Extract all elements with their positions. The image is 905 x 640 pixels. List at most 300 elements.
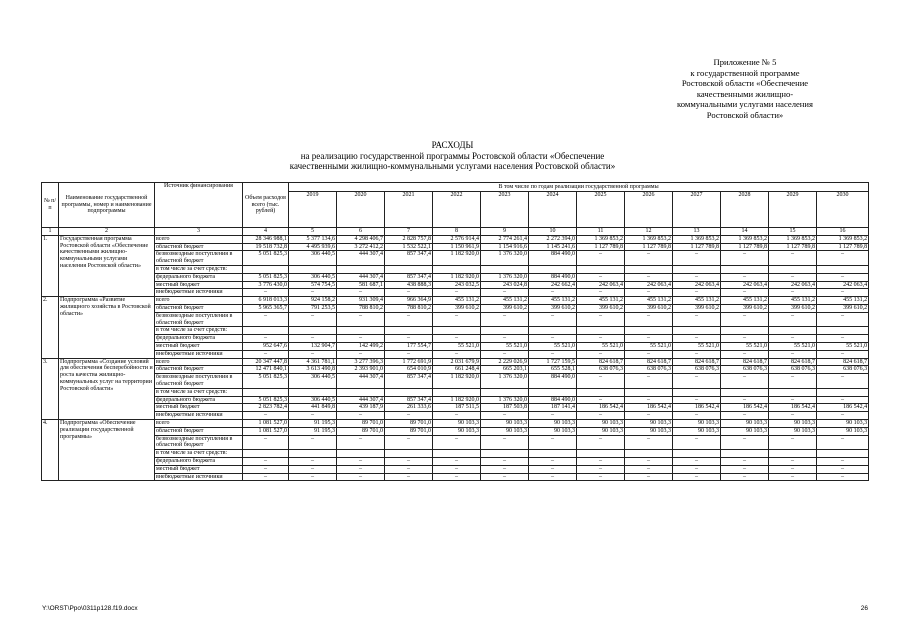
year-value: 1 369 853,2 bbox=[625, 235, 673, 243]
year-value: – bbox=[337, 465, 385, 473]
year-value: – bbox=[721, 350, 769, 358]
year-value: 2 393 901,0 bbox=[337, 366, 385, 374]
year-value: 1 127 789,8 bbox=[577, 243, 625, 251]
year-value bbox=[385, 327, 433, 335]
total-value: 5 051 825,3 bbox=[243, 251, 289, 266]
year-value: 399 610,2 bbox=[433, 304, 481, 312]
year-value: 55 521,0 bbox=[673, 342, 721, 350]
year-value: 638 076,3 bbox=[577, 366, 625, 374]
year-value: 90 103,3 bbox=[769, 419, 817, 427]
year-value: 791 253,5 bbox=[289, 304, 337, 312]
year-value: 574 754,5 bbox=[289, 281, 337, 289]
year-value: – bbox=[433, 457, 481, 465]
year-value: – bbox=[721, 465, 769, 473]
year-value: 455 131,2 bbox=[673, 297, 721, 305]
document-heading bbox=[0, 140, 905, 172]
header-year: 2029 bbox=[769, 192, 817, 228]
column-number: 4 bbox=[243, 228, 289, 236]
year-value: 90 103,3 bbox=[577, 419, 625, 427]
year-value: 1 727 159,5 bbox=[529, 358, 577, 366]
year-value bbox=[433, 450, 481, 458]
year-value: – bbox=[577, 435, 625, 450]
year-value: 1 772 691,9 bbox=[385, 358, 433, 366]
year-value: 177 554,7 bbox=[385, 342, 433, 350]
year-value: 439 187,9 bbox=[337, 404, 385, 412]
column-number: 12 bbox=[625, 228, 673, 236]
year-value: 1 145 241,6 bbox=[529, 243, 577, 251]
header-year: 2028 bbox=[721, 192, 769, 228]
year-value: 2 229 026,9 bbox=[481, 358, 529, 366]
table-row bbox=[42, 358, 869, 366]
funding-source: федерального бюджета bbox=[155, 273, 243, 281]
year-value: – bbox=[721, 335, 769, 343]
year-value bbox=[721, 450, 769, 458]
year-value: – bbox=[769, 289, 817, 297]
year-value: 90 103,3 bbox=[625, 427, 673, 435]
year-value: – bbox=[817, 457, 869, 465]
year-value: 90 103,3 bbox=[625, 419, 673, 427]
year-value bbox=[529, 327, 577, 335]
funding-source: местный бюджет bbox=[155, 281, 243, 289]
year-value: 1 376 320,0 bbox=[481, 273, 529, 281]
total-value bbox=[243, 265, 289, 273]
year-value: – bbox=[289, 289, 337, 297]
total-value: – bbox=[243, 335, 289, 343]
table-row bbox=[42, 304, 869, 312]
program-number: 2. bbox=[42, 297, 59, 358]
year-value: 242 063,4 bbox=[625, 281, 673, 289]
year-value: 455 131,2 bbox=[577, 297, 625, 305]
total-value bbox=[243, 450, 289, 458]
total-value: 28 346 988,1 bbox=[243, 235, 289, 243]
year-value: – bbox=[769, 396, 817, 404]
year-value bbox=[289, 327, 337, 335]
year-value: 857 347,4 bbox=[385, 374, 433, 389]
year-value: – bbox=[529, 312, 577, 327]
year-value: – bbox=[817, 312, 869, 327]
column-number: 10 bbox=[529, 228, 577, 236]
year-value: 142 499,2 bbox=[337, 342, 385, 350]
year-value bbox=[721, 265, 769, 273]
year-value: – bbox=[625, 251, 673, 266]
header-year: 2026 bbox=[625, 192, 673, 228]
table-row bbox=[42, 450, 869, 458]
year-value: 186 542,4 bbox=[817, 404, 869, 412]
year-value: – bbox=[385, 335, 433, 343]
total-value: 2 823 782,4 bbox=[243, 404, 289, 412]
funding-source: безвозмездные поступления в областной бюджет bbox=[155, 435, 243, 450]
program-name: Подпрограмма «Развитие жилищного хозяйства в Ростовской области» bbox=[59, 297, 155, 358]
table-row bbox=[42, 312, 869, 327]
year-value: – bbox=[625, 473, 673, 481]
year-value: 243 032,5 bbox=[433, 281, 481, 289]
year-value: – bbox=[673, 289, 721, 297]
year-value: – bbox=[481, 435, 529, 450]
year-value: 1 369 853,2 bbox=[817, 235, 869, 243]
year-value bbox=[769, 388, 817, 396]
year-value bbox=[769, 450, 817, 458]
year-value: 399 610,2 bbox=[769, 304, 817, 312]
year-value: 455 131,2 bbox=[817, 297, 869, 305]
funding-source: в том числе за счет средств: bbox=[155, 450, 243, 458]
year-value: – bbox=[577, 273, 625, 281]
funding-source: всего bbox=[155, 419, 243, 427]
year-value: 89 701,0 bbox=[337, 419, 385, 427]
table-row bbox=[42, 273, 869, 281]
year-value: – bbox=[577, 374, 625, 389]
year-value: – bbox=[673, 350, 721, 358]
year-value: 2 272 394,0 bbox=[529, 235, 577, 243]
year-value: 638 076,3 bbox=[673, 366, 721, 374]
year-value: 242 063,4 bbox=[721, 281, 769, 289]
year-value: 857 347,4 bbox=[385, 251, 433, 266]
year-value: – bbox=[385, 289, 433, 297]
year-value bbox=[817, 327, 869, 335]
year-value: 187 503,8 bbox=[481, 404, 529, 412]
year-value: 444 307,4 bbox=[337, 396, 385, 404]
year-value: 884 490,0 bbox=[529, 374, 577, 389]
year-value: 55 521,0 bbox=[769, 342, 817, 350]
year-value: 90 103,3 bbox=[721, 419, 769, 427]
year-value: – bbox=[625, 374, 673, 389]
year-value: 55 521,0 bbox=[481, 342, 529, 350]
year-value: – bbox=[769, 312, 817, 327]
year-value bbox=[481, 388, 529, 396]
funding-source: областной бюджет bbox=[155, 427, 243, 435]
year-value: – bbox=[817, 396, 869, 404]
year-value: – bbox=[385, 473, 433, 481]
year-value bbox=[577, 388, 625, 396]
year-value bbox=[433, 265, 481, 273]
year-value bbox=[385, 450, 433, 458]
year-value: – bbox=[481, 289, 529, 297]
year-value: – bbox=[673, 374, 721, 389]
year-value: 242 063,4 bbox=[673, 281, 721, 289]
year-value bbox=[625, 450, 673, 458]
header-year: 2020 bbox=[337, 192, 385, 228]
funding-source: областной бюджет bbox=[155, 304, 243, 312]
year-value: – bbox=[721, 473, 769, 481]
year-value: – bbox=[673, 457, 721, 465]
funding-source: местный бюджет bbox=[155, 465, 243, 473]
year-value: – bbox=[433, 473, 481, 481]
year-value: – bbox=[481, 457, 529, 465]
heading-subtitle-line-1: на реализацию государственной программы Ростовской области «Обеспечение bbox=[300, 150, 605, 161]
year-value: – bbox=[769, 350, 817, 358]
header-year: 2024 bbox=[529, 192, 577, 228]
year-value: 90 103,3 bbox=[529, 427, 577, 435]
year-value: – bbox=[769, 473, 817, 481]
program-name: Государственная программа Ростовской области «Обеспечение качественными жилищно-коммунальными услугами населения Ростовской области» bbox=[59, 235, 155, 296]
funding-source: безвозмездные поступления в областной бюджет bbox=[155, 312, 243, 327]
total-value: – bbox=[243, 289, 289, 297]
year-value: – bbox=[577, 473, 625, 481]
funding-source: в том числе за счет средств: bbox=[155, 327, 243, 335]
year-value bbox=[673, 450, 721, 458]
total-value: – bbox=[243, 457, 289, 465]
year-value: 55 521,0 bbox=[529, 342, 577, 350]
total-value: 12 471 840,1 bbox=[243, 366, 289, 374]
year-value: – bbox=[769, 273, 817, 281]
year-value: 1 182 920,0 bbox=[433, 374, 481, 389]
year-value: – bbox=[433, 312, 481, 327]
total-value: 19 518 732,8 bbox=[243, 243, 289, 251]
year-value bbox=[817, 450, 869, 458]
year-value: 455 131,2 bbox=[433, 297, 481, 305]
funding-source: в том числе за счет средств: bbox=[155, 388, 243, 396]
table-row bbox=[42, 342, 869, 350]
funding-source: внебюджетные источники bbox=[155, 350, 243, 358]
year-value: 186 542,4 bbox=[721, 404, 769, 412]
year-value: 55 521,0 bbox=[721, 342, 769, 350]
year-value bbox=[817, 388, 869, 396]
year-value: 1 182 920,0 bbox=[433, 396, 481, 404]
year-value bbox=[529, 450, 577, 458]
year-value: 455 131,2 bbox=[481, 297, 529, 305]
year-value: 788 810,2 bbox=[337, 304, 385, 312]
year-value: – bbox=[721, 273, 769, 281]
year-value: 1 127 789,8 bbox=[673, 243, 721, 251]
column-number: 2 bbox=[59, 228, 155, 236]
year-value: 1 532 522,1 bbox=[385, 243, 433, 251]
heading-title: РАСХОДЫ bbox=[431, 140, 474, 150]
year-value: 665 203,1 bbox=[481, 366, 529, 374]
appendix-line: Ростовской области» bbox=[706, 109, 784, 120]
total-value: – bbox=[243, 465, 289, 473]
year-value: 89 701,0 bbox=[385, 419, 433, 427]
total-value bbox=[243, 388, 289, 396]
column-number: 6 bbox=[337, 228, 385, 236]
year-value: – bbox=[337, 412, 385, 420]
column-number: 8 bbox=[433, 228, 481, 236]
year-value: 1 376 320,0 bbox=[481, 396, 529, 404]
year-value: – bbox=[817, 473, 869, 481]
year-value: – bbox=[817, 289, 869, 297]
year-value: – bbox=[673, 465, 721, 473]
year-value: – bbox=[385, 435, 433, 450]
table-row bbox=[42, 251, 869, 266]
year-value: – bbox=[817, 335, 869, 343]
year-value: – bbox=[721, 312, 769, 327]
year-value: 2 031 679,9 bbox=[433, 358, 481, 366]
year-value: – bbox=[625, 457, 673, 465]
year-value: 3 613 490,8 bbox=[289, 366, 337, 374]
year-value: 399 610,2 bbox=[673, 304, 721, 312]
year-value: 90 103,3 bbox=[673, 419, 721, 427]
year-value bbox=[289, 450, 337, 458]
year-value: – bbox=[577, 412, 625, 420]
year-value: – bbox=[289, 465, 337, 473]
year-value bbox=[385, 265, 433, 273]
year-value bbox=[289, 388, 337, 396]
table-row bbox=[42, 235, 869, 243]
year-value: – bbox=[769, 251, 817, 266]
year-value: – bbox=[625, 335, 673, 343]
header-year: 2027 bbox=[673, 192, 721, 228]
year-value: – bbox=[337, 350, 385, 358]
year-value: 931 309,4 bbox=[337, 297, 385, 305]
total-value: – bbox=[243, 350, 289, 358]
program-number: 4. bbox=[42, 419, 59, 480]
table-row bbox=[42, 473, 869, 481]
year-value: 89 701,0 bbox=[385, 427, 433, 435]
table-row bbox=[42, 412, 869, 420]
total-value: 952 647,6 bbox=[243, 342, 289, 350]
year-value: – bbox=[385, 412, 433, 420]
header-year: 2025 bbox=[577, 192, 625, 228]
funding-source: областной бюджет bbox=[155, 243, 243, 251]
year-value: 1 369 853,2 bbox=[721, 235, 769, 243]
year-value: 444 307,4 bbox=[337, 251, 385, 266]
table-row bbox=[42, 281, 869, 289]
year-value: – bbox=[481, 465, 529, 473]
year-value: – bbox=[529, 289, 577, 297]
year-value bbox=[577, 265, 625, 273]
year-value: – bbox=[577, 289, 625, 297]
year-value: 187 511,5 bbox=[433, 404, 481, 412]
year-value: 661 248,4 bbox=[433, 366, 481, 374]
funding-source: в том числе за счет средств: bbox=[155, 265, 243, 273]
year-value: 399 610,2 bbox=[481, 304, 529, 312]
year-value: – bbox=[673, 273, 721, 281]
year-value bbox=[625, 388, 673, 396]
year-value: – bbox=[721, 412, 769, 420]
column-number: 3 bbox=[155, 228, 243, 236]
year-value: – bbox=[433, 335, 481, 343]
year-value: – bbox=[721, 374, 769, 389]
header-year: 2030 bbox=[817, 192, 869, 228]
total-value: 6 918 013,3 bbox=[243, 297, 289, 305]
year-value: – bbox=[673, 412, 721, 420]
year-value: – bbox=[529, 335, 577, 343]
funding-source: федерального бюджета bbox=[155, 335, 243, 343]
year-value: – bbox=[577, 251, 625, 266]
year-value: – bbox=[721, 396, 769, 404]
year-value: 90 103,3 bbox=[529, 419, 577, 427]
year-value: 90 103,3 bbox=[433, 427, 481, 435]
year-value: 243 024,8 bbox=[481, 281, 529, 289]
year-value bbox=[337, 327, 385, 335]
table-row bbox=[42, 335, 869, 343]
funding-source: федерального бюджета bbox=[155, 396, 243, 404]
year-value: 306 440,5 bbox=[289, 251, 337, 266]
year-value: – bbox=[625, 350, 673, 358]
year-value: 1 369 853,2 bbox=[577, 235, 625, 243]
table-row bbox=[42, 396, 869, 404]
year-value: 55 521,0 bbox=[625, 342, 673, 350]
year-value: 824 618,7 bbox=[721, 358, 769, 366]
column-number: 11 bbox=[577, 228, 625, 236]
funding-source: внебюджетные источники bbox=[155, 473, 243, 481]
expenses-table bbox=[41, 182, 869, 481]
year-value: 1 182 920,0 bbox=[433, 273, 481, 281]
year-value: 1 182 920,0 bbox=[433, 251, 481, 266]
header-name: Наименование государственной программы, номер и наименование подпрограммы bbox=[59, 183, 155, 228]
year-value: 1 154 916,6 bbox=[481, 243, 529, 251]
year-value: 1 127 789,8 bbox=[625, 243, 673, 251]
funding-source: всего bbox=[155, 235, 243, 243]
year-value: 90 103,3 bbox=[481, 427, 529, 435]
year-value: 55 521,0 bbox=[433, 342, 481, 350]
funding-source: местный бюджет bbox=[155, 404, 243, 412]
year-value: – bbox=[769, 465, 817, 473]
funding-source: внебюджетные источники bbox=[155, 289, 243, 297]
year-value: 91 195,3 bbox=[289, 427, 337, 435]
year-value: – bbox=[817, 412, 869, 420]
funding-source: федерального бюджета bbox=[155, 457, 243, 465]
funding-source: безвозмездные поступления в областной бюджет bbox=[155, 374, 243, 389]
year-value: 89 701,0 bbox=[337, 427, 385, 435]
year-value: 1 150 961,9 bbox=[433, 243, 481, 251]
year-value: 4 361 781,1 bbox=[289, 358, 337, 366]
appendix-line: Ростовской области «Обеспечение bbox=[681, 78, 809, 88]
total-value: – bbox=[243, 435, 289, 450]
year-value: 242 063,4 bbox=[817, 281, 869, 289]
year-value: 1 369 853,2 bbox=[769, 235, 817, 243]
funding-source: всего bbox=[155, 297, 243, 305]
year-value: – bbox=[433, 435, 481, 450]
year-value: – bbox=[817, 273, 869, 281]
table-row bbox=[42, 427, 869, 435]
page-number: 26 bbox=[860, 605, 868, 612]
year-value: – bbox=[625, 435, 673, 450]
year-value: – bbox=[337, 435, 385, 450]
header-years-caption: В том числе по годам реализации государственной программы bbox=[289, 183, 869, 192]
total-value: 1 081 527,0 bbox=[243, 427, 289, 435]
column-number: 7 bbox=[385, 228, 433, 236]
year-value: 1 127 789,8 bbox=[817, 243, 869, 251]
year-value: 1 376 320,0 bbox=[481, 251, 529, 266]
column-number: 16 bbox=[817, 228, 869, 236]
year-value: 399 610,2 bbox=[577, 304, 625, 312]
year-value: 444 307,4 bbox=[337, 273, 385, 281]
funding-source: областной бюджет bbox=[155, 366, 243, 374]
year-value: 90 103,3 bbox=[577, 427, 625, 435]
year-value: – bbox=[769, 435, 817, 450]
year-value: 1 369 853,2 bbox=[673, 235, 721, 243]
year-value: – bbox=[289, 435, 337, 450]
year-value: 924 158,2 bbox=[289, 297, 337, 305]
year-value: – bbox=[625, 465, 673, 473]
year-value: – bbox=[529, 473, 577, 481]
year-value: 90 103,3 bbox=[433, 419, 481, 427]
year-value: – bbox=[337, 335, 385, 343]
year-value: – bbox=[625, 412, 673, 420]
year-value bbox=[385, 388, 433, 396]
year-value: – bbox=[529, 465, 577, 473]
year-value: – bbox=[673, 435, 721, 450]
year-value: – bbox=[817, 465, 869, 473]
year-value bbox=[769, 265, 817, 273]
year-value: – bbox=[289, 473, 337, 481]
year-value: 399 610,2 bbox=[817, 304, 869, 312]
year-value: – bbox=[721, 457, 769, 465]
year-value: – bbox=[529, 412, 577, 420]
program-name: Подпрограмма «Обеспечение реализации государственной программы» bbox=[59, 419, 155, 480]
program-name: Подпрограмма «Создание условий для обеспечения бесперебойности и роста качества жилищно-коммунальных услуг на территории Ростовской области» bbox=[59, 358, 155, 419]
total-value: 5 051 825,3 bbox=[243, 396, 289, 404]
year-value: – bbox=[481, 312, 529, 327]
year-value: – bbox=[289, 335, 337, 343]
year-value: – bbox=[577, 465, 625, 473]
year-value: 438 888,3 bbox=[385, 281, 433, 289]
year-value: – bbox=[673, 312, 721, 327]
year-value: – bbox=[577, 312, 625, 327]
header-year: 2021 bbox=[385, 192, 433, 228]
year-value: – bbox=[625, 289, 673, 297]
total-value: – bbox=[243, 473, 289, 481]
year-value: – bbox=[337, 473, 385, 481]
